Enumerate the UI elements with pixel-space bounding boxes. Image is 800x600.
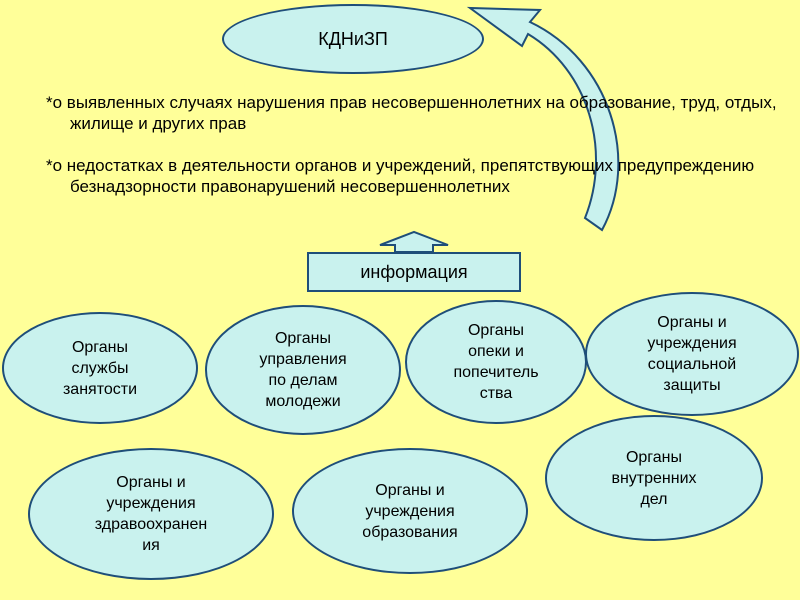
info-label: информация [360, 261, 468, 282]
organ-label: Органы опеки и попечитель ства [453, 322, 539, 402]
organ-label: Органы и учреждения образования [362, 481, 458, 541]
organ-ellipse [545, 415, 763, 541]
bullet-item: *о недостатках в деятельности органов и учреждений, препятствующих предупреждению безнадзорности правонарушений несовершеннолетних [46, 156, 755, 196]
organ-label: Органы и учреждения социальной защиты [647, 314, 737, 394]
organ-ellipse [205, 305, 401, 435]
organ-ellipse [292, 448, 528, 574]
organ-ellipse [2, 312, 198, 424]
organ-label: Органы и учреждения здравоохранен ия [94, 474, 208, 554]
organ-label: Органы службы занятости [62, 338, 138, 398]
organ-ellipse [585, 292, 799, 416]
organ-ellipse [405, 300, 587, 424]
organ-ellipse [28, 448, 274, 580]
info-box [307, 252, 521, 292]
page-title: КДНиЗП [318, 28, 388, 49]
organ-label: Органы управления по делам молодежи [259, 330, 347, 410]
bullet-item: *о выявленных случаях нарушения прав несовершеннолетних на образование, труд, отдых, жилище и других прав [46, 93, 777, 133]
up-arrow [380, 232, 448, 252]
organ-label: Органы внутренних дел [611, 448, 697, 508]
title-ellipse [222, 4, 484, 74]
